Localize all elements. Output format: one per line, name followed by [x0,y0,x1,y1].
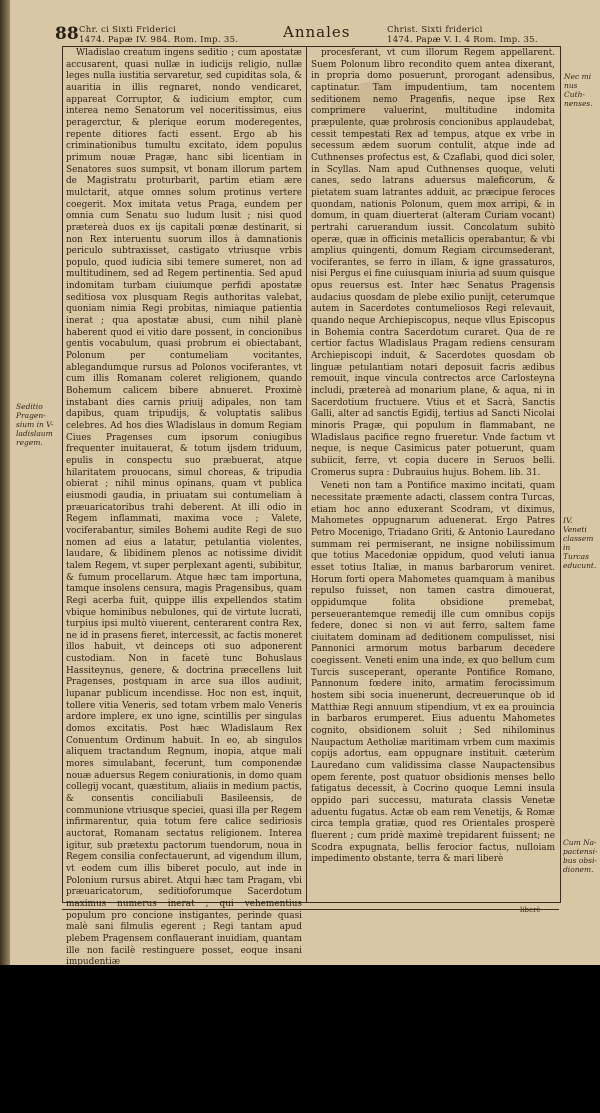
header-right-line2: 1474. Papæ V. I. 4 Rom. Imp. 35. [387,35,538,45]
book-spine [0,0,10,965]
header-left-line1: Chr. ci Sixti Friderici [79,25,177,35]
margin-note-right-top: Nec mi nus Cuth-nenses. [564,72,593,108]
page-header [55,23,560,46]
right-column [311,48,555,900]
paragraph: procesferant, vt cum illorum Regem appellarent. Suem Polonum libro recondito quem antea dixerant, in propria domo posuerunt, prorogant adensibus, captinatur. Tam impudentium, tam nocentem seditionem nemo Pragenfis, neque ipse Rex comprimere valuerint, multitudine indomita præpulente, quæ probrosis concionibus applaudebat, cessit tempestati Rex ad tempus, atque ex vrbe in secessum ædem suorum contulit, atque inde ad Cuthnenses profectus est, & Czaflabi, quod dici soler, in Scyllas. Nam apud Cuthnenses quoque, veluti canes, sedo latrans aduersus maleficorum, & pietatem suam latrantes adduit, ac præcipue feroces quondam, nationis Polonum, quem mox arripi, & in domum, in quam diuerterat (alteram Curiam vocant) pertrahi caruerandum iussit. Concolatum subitò operæ, quæ in officinis metallicis operabantur, & vbi amplius quingenti, domum Regiam circumsederant, vociferantes, se ferro in illam, & igne grassaturos, nisi Pergus ei fine cuiusquam iniuria ad suum quisque opus reuersus est. Inter hæc Senatus Pragensis audacius quosdam de plebe exilio punijt, ceterumque autem in Sacerdotes contumeliosos Regi relevauit, quando neque Archiepiscopus, neque vllus Episcopus in Bohemia contra Sacerdotum curaret. Qua de re certior factus Wladislaus Pragam rediens censuram Archiepiscopi induit, & Sacerdotes quosdam ob linguæ petulantiam notari deposuit facris ædibus remouit, inque vincula contrectos arce Carlosteyna includi, prætereà ad monarium plane, & aqua, ni in Sacerdotium fructuere. Vtius et et Sacrà, Sanctis Galli, alter ad sanctis Egidij, tertius ad Sancti Nicolai minoris Pragæ, qui populum in flammabant, ne Wladislaus pacifice regno frueretur. Vnde factum vt neque, is neque Casimicus pater potuerunt, quam subiicit, ferre, vt copia ducere in Seruos belli. Cromerus supra : Dubrauius hujus. Bohem. lib. 31. [311,48,555,478]
catchword: liberè [520,906,541,914]
page-number: 88 [55,24,79,44]
margin-note-right-middle: IV. Veneti classem in Turcas educunt. [563,516,597,570]
margin-note-right-bottom: Cum Na-pactensi-bus obsi-dionem. [563,838,598,874]
running-title: Annales [283,23,351,41]
header-left-line2: 1474. Papæ IV. 984. Rom. Imp. 35. [79,35,239,45]
left-column [66,48,302,968]
column-divider [306,46,307,902]
paragraph: Veneti non tam a Pontifice maximo incitati, quam necessitate præmente adacti, classem contra Turcas, etiam hoc anno eduxerant Scodram, vt diximus, Mahometes oppugnarum aduenerat. Ergo Patres Petro Mocenigo, Triadano Griti, & Antonio Lauredano summam rei permiserant, ne insigne nobilissimum que totius Macedoniæ oppidum, quod veluti ianua esset totius Italiæ, in manus barbarorum veniret. Horum forti opera Mahometes quamquam à manibus repulso fuisset, non tamen castra dimouerat, oppidumque folita obsidione premebat, perseuerantemque remedij ille cum omnibus copijs federe, donec si non vi aut ferro, saltem fame ciuitatem dominam ad deditionem compulisset, nisi Pannonici armorum motus barbarum decedere coegissent. Veneti enim una inde, ex quo bellum cum Turcis susceperant, operante Pontifice Romano, Pannonum fœdere inito, armatim ferocissimum hostem sibi socia inuenerunt, decreuerunque ob id Matthiæ Regi annuum stipendium, vt ex ea prouincia in barbaros erumperet. Eius aduentu Mahometes cognito, obsidionem soluit ; Sed nihilominus Naupactum Aetholiæ maritimam vrbem cum maximis copijs adortus, eam oppugnare instituit. cæterùm Lauredano cum validissima classe Naupactensibus opem ferente, post quatuor obsidionis menses bello fatigatus decessit, à Cocrino quoque Lemni insula oppido pari successu, maturata classis Venetæ aduentu fugatus. Actæ ob eam rem Venetijs, & Romæ circa templa gratiæ, quod res Orientales prosperè fluerent ; cum pridè maximè trepidarent fuissent; ne Scodra expugnata, bellis ferocior factus, nulloiam impedimento obstante, terra & mari liberè [311,481,555,865]
margin-note-left: Seditio Pragen-sium in V-ladislaum regem. [16,402,54,447]
header-right-line1: Christ. Sixti friderici [387,25,483,35]
paragraph: Wladislao creatum ingens seditio ; cum apostatæ accusarent, quasi nullæ in iudicijs religio, nullæ leges nulla iustitia servaretur, sed cupiditas sola, & auaritia in illis regnaret, nondo vendicaret, appareat Corruptor, & iudicium emptor, cum interea nemo Senatorum vel noceritissimus, eius peragerctur, & plerique eorum moderegentes, repente ditiores facti essent. Ergo ab his criminationibus tumultu excitato, idem populus primum nouæ Pragæ, hanc sibi licentiam in Senatores suos sumpsit, vt bonam illorum partem de Magistratu proturbarit, partim etiam ære mulctarit, atque omnes solum protinus vertere coegerit. Mox imitata vetus Praga, eundem per omnia cum Senatu suo ludum lusit ; nisi quod prætereà duos ex ijs capitali pœnæ destinarit, si non Rex interuentu suorum illos à damnationis periculo subtraxisset, castigato vtriusque vrbis populo, quod iudicia sibi temere sumeret, non ad multitudinem, sed ad Regem pertinentia. Sed apud indomitam turbam ciuiumque perfidi apostatæ seditiosa vox plusquam Regis authoritas valebat, quoniam nimia Regi probitas, nimiaque patientia inerat ; qua apostatæ abusi, cum nihil planè haberent quod ei vitio dare possent, in concionibus gentis vocabulum, quasi probrum ei obiectabant, Polonum per contumeliam vocitantes, ablegandumque rursus ad Polonos vociferantes, vt cum illis Romanam coleret religionem, quando Bohemum calicem bibere abnueret. Proximè instabant dies carnis priuij adipales, non tam dapibus, quam tripudijs, & voluptatis salibus celebres. Ad hos dies Wladislaus in domum Regiam Ciues Pragenses cum ipsorum coniugibus frequenter inuitauerat, & totum ijsdem triduum, epulis in conspectu suo præbuerat, atque hilaritatem prouocans, simul choreas, & tripudia obierat ; nihil minus opinans, quam vt publica eiusmodi gaudia, in priuatam sui contumeliam à præuaricatoribus trahi deberent. At illi odio in Regem inflammati, maxima voce ; Valete, vociferabantur, similes Bohemi audite Regi de suo nomen ad eius a latatur, petulantia violentes, laudare, & libidinem plenos ac notissime dividit talem Regem, vt super perplexant agenti, subibitur, & fumum procellarum. Atque hæc tam importuna, tamque insolens censura, magis Pragensibus, quam Regi acerba fuit, quippe illis expellendos statim vbique hominibus nebulones, qui de virtute lucrati, turpius ipsi multò viuerent, centerarent contra Rex, ne id in prasens fieret, intercessit, ac factis moneret illos habuit, vt deinceps oti suo adponerent custodiam. Non in facetè tunc Bohuslaus Hassiteynus, genere, & doctrina præcellens luit Pragenses, postquam in arce sua illos audiuit, lupanar publicum incendisse. Hoc non est, inquit, tollere vitia Veneris, sed totam vrbem malo Veneris ardore implere, ex uno igne, scintillis per singulas domos excitatis. Post hæc Wladislaum Rex Conuentum Ordinum habuit. In eo, ab singulos aliquem tractandum Regnum, inopia, atque mali mores simulabant, fecerunt, tum componendæ nouæ aduersus Regem coniurationis, in domo quam collegij vocant, quæstitum, aliaiis in medium pactis, & consentis conciliabuli Basileensis, de communione vtriusque speciei, quasi illa per Regem infirmarentur, quia totum fere calice sediriosis auctorat, Romanam sectatus religionem. Interea igitur, sub prætextu pactorum tuendorum, noua in Regem consilia confectauerunt, ad vigendum illum, vt eodem cum illis biberet poculo, aut inde in Polonium rursus abiret. Atqui hæc tam Pragam, vbi præuaricatorum, seditioforumque Sacerdotum maximus numerus inerat ; qui vehementius populum pro concione instigantes, perinde quasi malè sani filmulis egerent ; Regi tantam apud plebem Pragensem conflauerant inuidiam, quantam ille non facilè restinguere posset, eoque insani impudentiæ [66,48,302,968]
footer-rule [62,909,559,910]
